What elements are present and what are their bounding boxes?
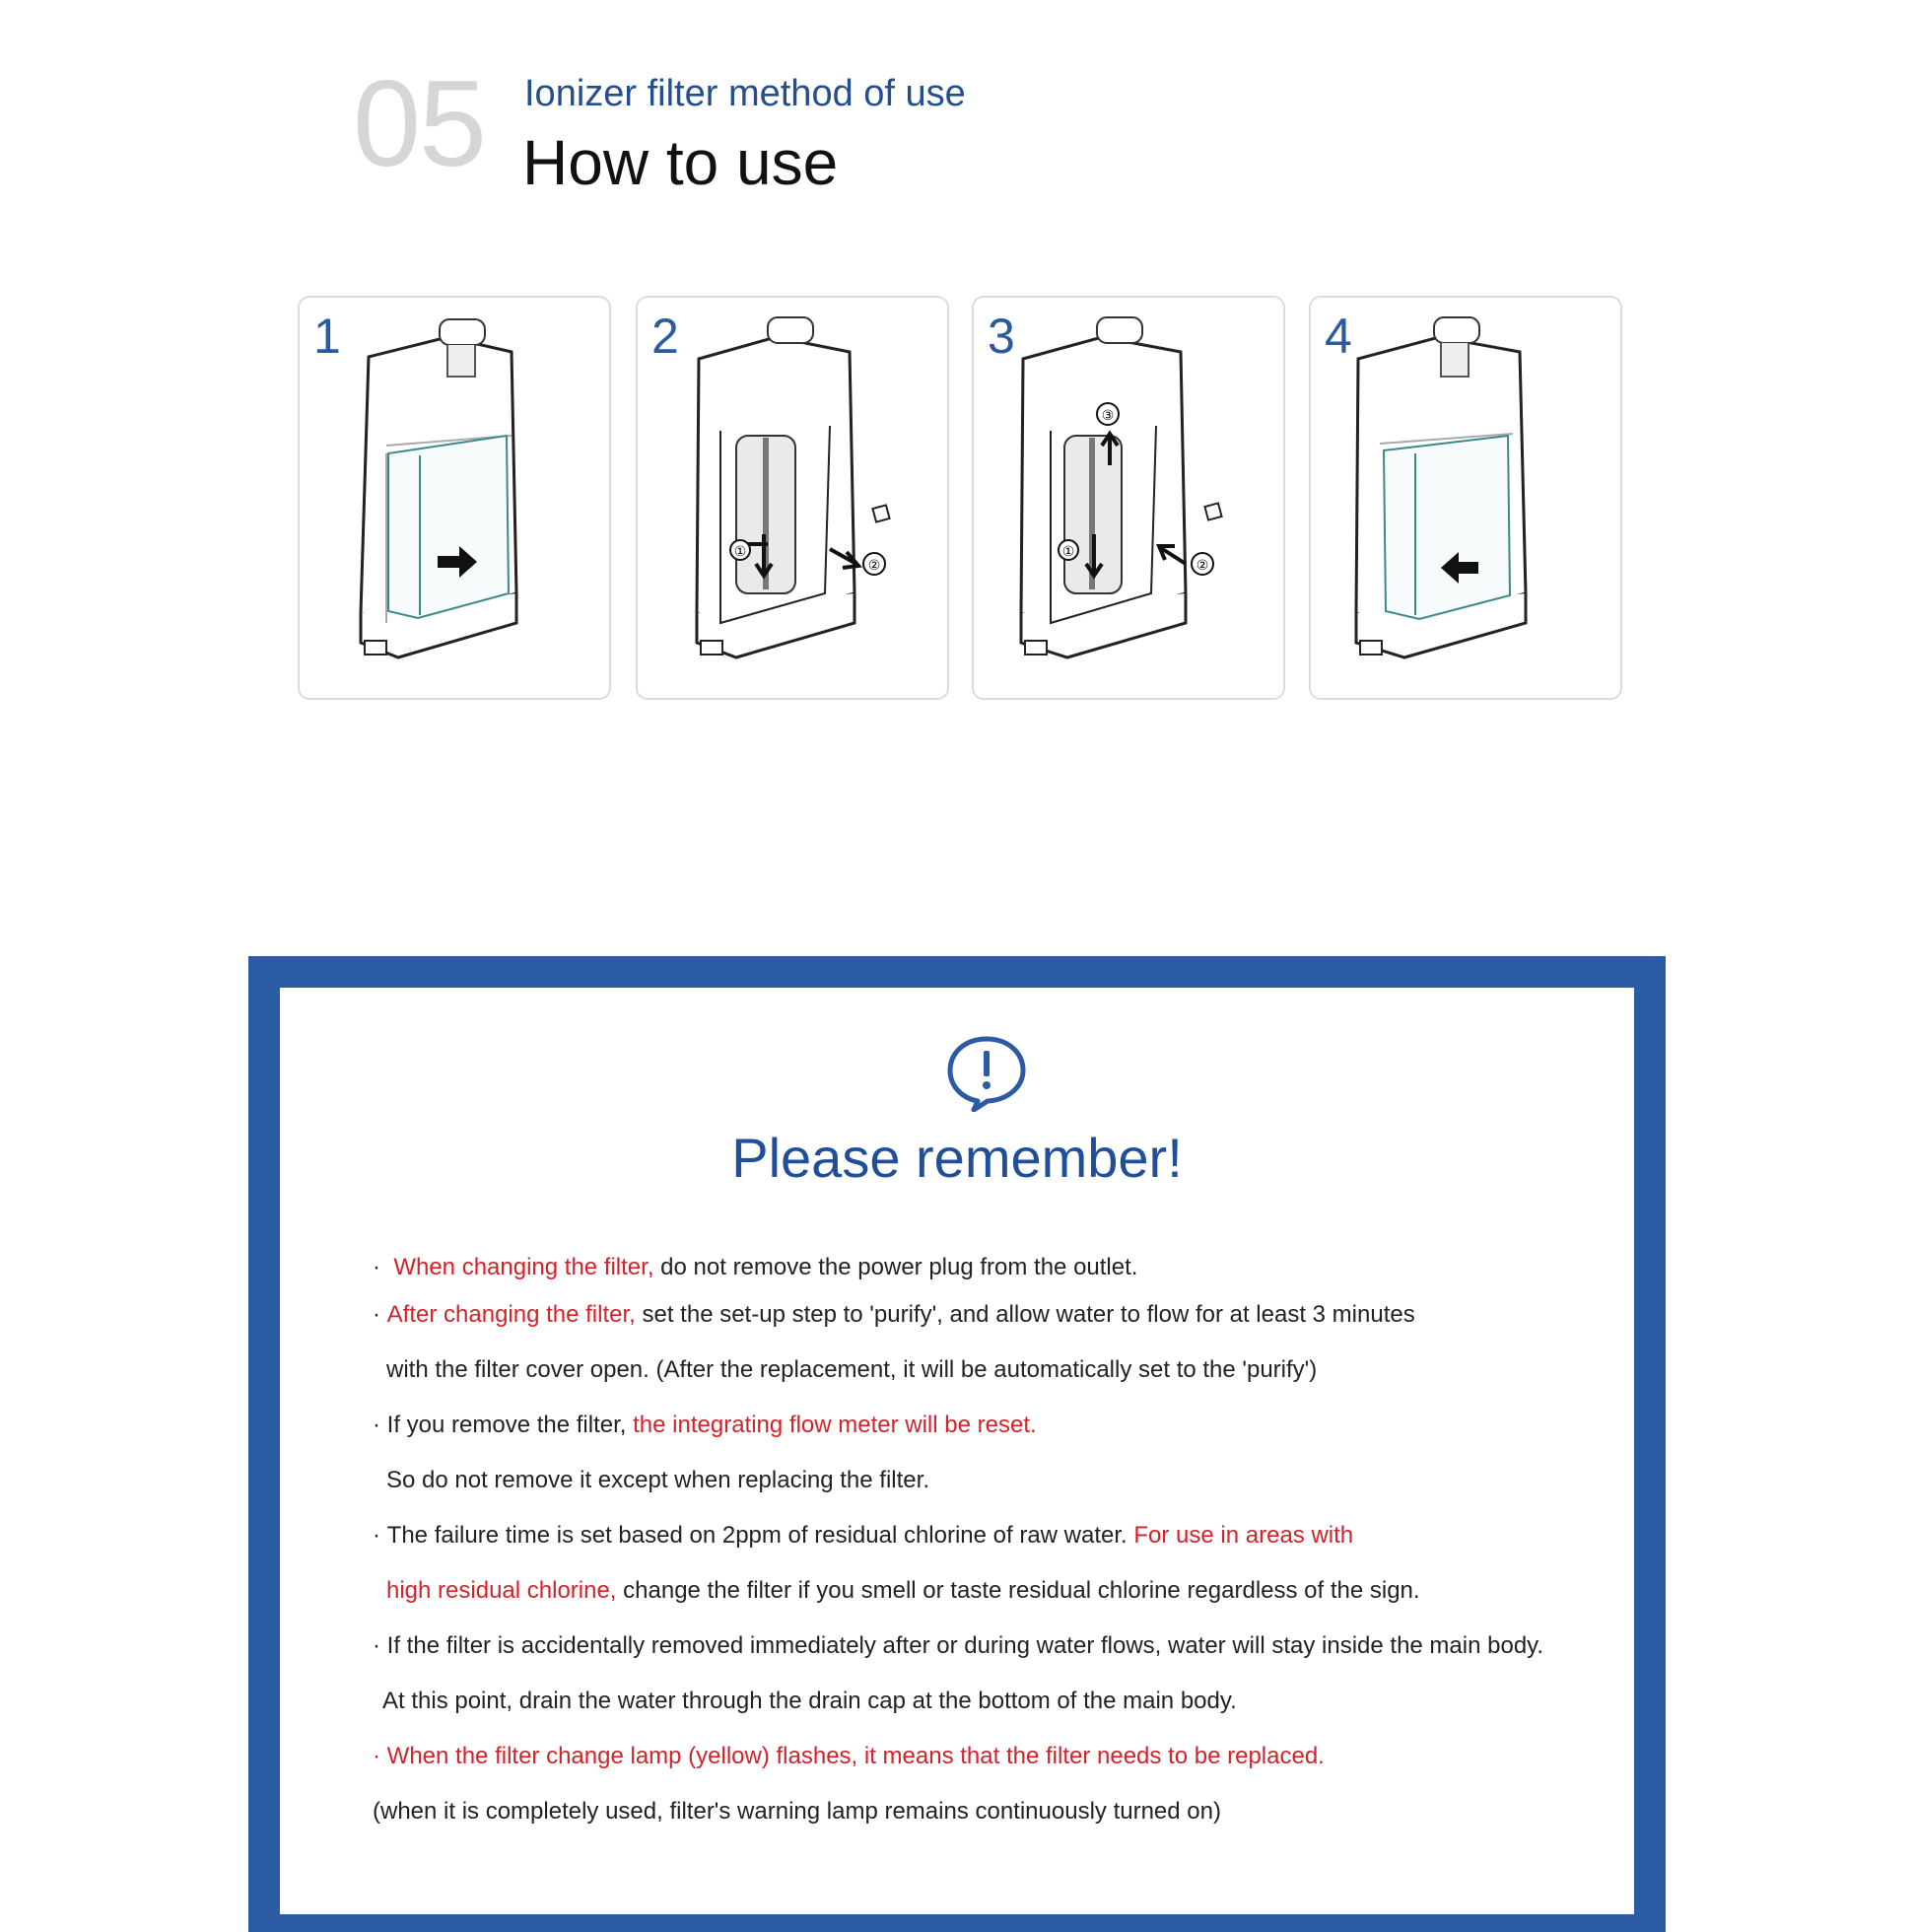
item-text: do not remove the power plug from the outlet.: [653, 1254, 1138, 1280]
item-text: The failure time is set based on 2ppm of residual chlorine of raw water.: [386, 1522, 1134, 1549]
step-number: 2: [651, 309, 679, 364]
item-continuation: [386, 1577, 1420, 1605]
exclamation-speech-bubble-icon: [944, 1033, 1029, 1112]
marker-two: ②: [1196, 558, 1209, 574]
notice-title: Please remember!: [731, 1127, 1183, 1189]
item-continuation: At this point, drain the water through the drain cap at the bottom of the main body.: [382, 1688, 1237, 1714]
step-card-2: [636, 296, 949, 700]
ionizer-illustration-step-3: [974, 298, 1287, 702]
step-number: 1: [313, 309, 341, 364]
warning-text: the integrating flow meter will be reset.: [633, 1412, 1037, 1438]
ionizer-illustration-step-1: [300, 298, 613, 702]
warning-text: After changing the filter,: [386, 1301, 636, 1328]
step-card-1: [298, 296, 611, 700]
marker-one: ①: [1061, 544, 1075, 560]
warning-text: For use in areas with: [1133, 1522, 1354, 1549]
step-card-3: [972, 296, 1285, 700]
step-number: 3: [988, 309, 1015, 364]
notice-box: [248, 956, 1666, 1932]
warning-text: high residual chlorine,: [386, 1577, 617, 1604]
steps-row: [298, 296, 1624, 702]
list-item: · When changing the filter, do not remove the power plug from the outlet.: [373, 1254, 1138, 1280]
step-number: 4: [1325, 309, 1352, 364]
item-text: If you remove the filter,: [386, 1412, 634, 1438]
step-card-4: [1309, 296, 1622, 700]
page-title: How to use: [522, 127, 839, 198]
item-continuation: (when it is completely used, filter's warning lamp remains continuously turned on): [373, 1798, 1221, 1825]
marker-three: ③: [1101, 408, 1115, 424]
section-subtitle: Ionizer filter method of use: [524, 73, 966, 114]
list-item: · After changing the filter, set the set-up step to 'purify', and allow water to flow for at least 3 minutes: [373, 1301, 1415, 1328]
marker-one: ①: [733, 544, 747, 560]
item-text: set the set-up step to 'purify', and allow water to flow for at least 3 minutes: [635, 1301, 1415, 1328]
warning-text: When the filter change lamp (yellow) flashes, it means that the filter needs to be replaced.: [386, 1743, 1325, 1769]
warning-text: When changing the filter,: [393, 1254, 654, 1280]
item-continuation: So do not remove it except when replacing the filter.: [386, 1467, 929, 1493]
section-number: 05: [353, 56, 485, 192]
list-item: · If the filter is accidentally removed immediately after or during water flows, water will stay inside the main body.: [373, 1632, 1544, 1659]
notice-panel: [280, 988, 1634, 1914]
list-item: · The failure time is set based on 2ppm of residual chlorine of raw water. For use in areas with: [373, 1522, 1354, 1549]
item-continuation: with the filter cover open. (After the replacement, it will be automatically set to the 'purify'): [386, 1356, 1318, 1383]
item-text: change the filter if you smell or taste residual chlorine regardless of the sign.: [616, 1577, 1420, 1604]
marker-two: ②: [867, 558, 881, 574]
ionizer-illustration-step-4: [1311, 298, 1624, 702]
list-item: · When the filter change lamp (yellow) flashes, it means that the filter needs to be replaced.: [373, 1743, 1325, 1769]
item-text: If the filter is accidentally removed immediately after or during water flows, water will stay inside the main body.: [386, 1632, 1544, 1659]
ionizer-illustration-step-2: [638, 298, 951, 702]
list-item: · If you remove the filter, the integrating flow meter will be reset.: [373, 1412, 1037, 1438]
